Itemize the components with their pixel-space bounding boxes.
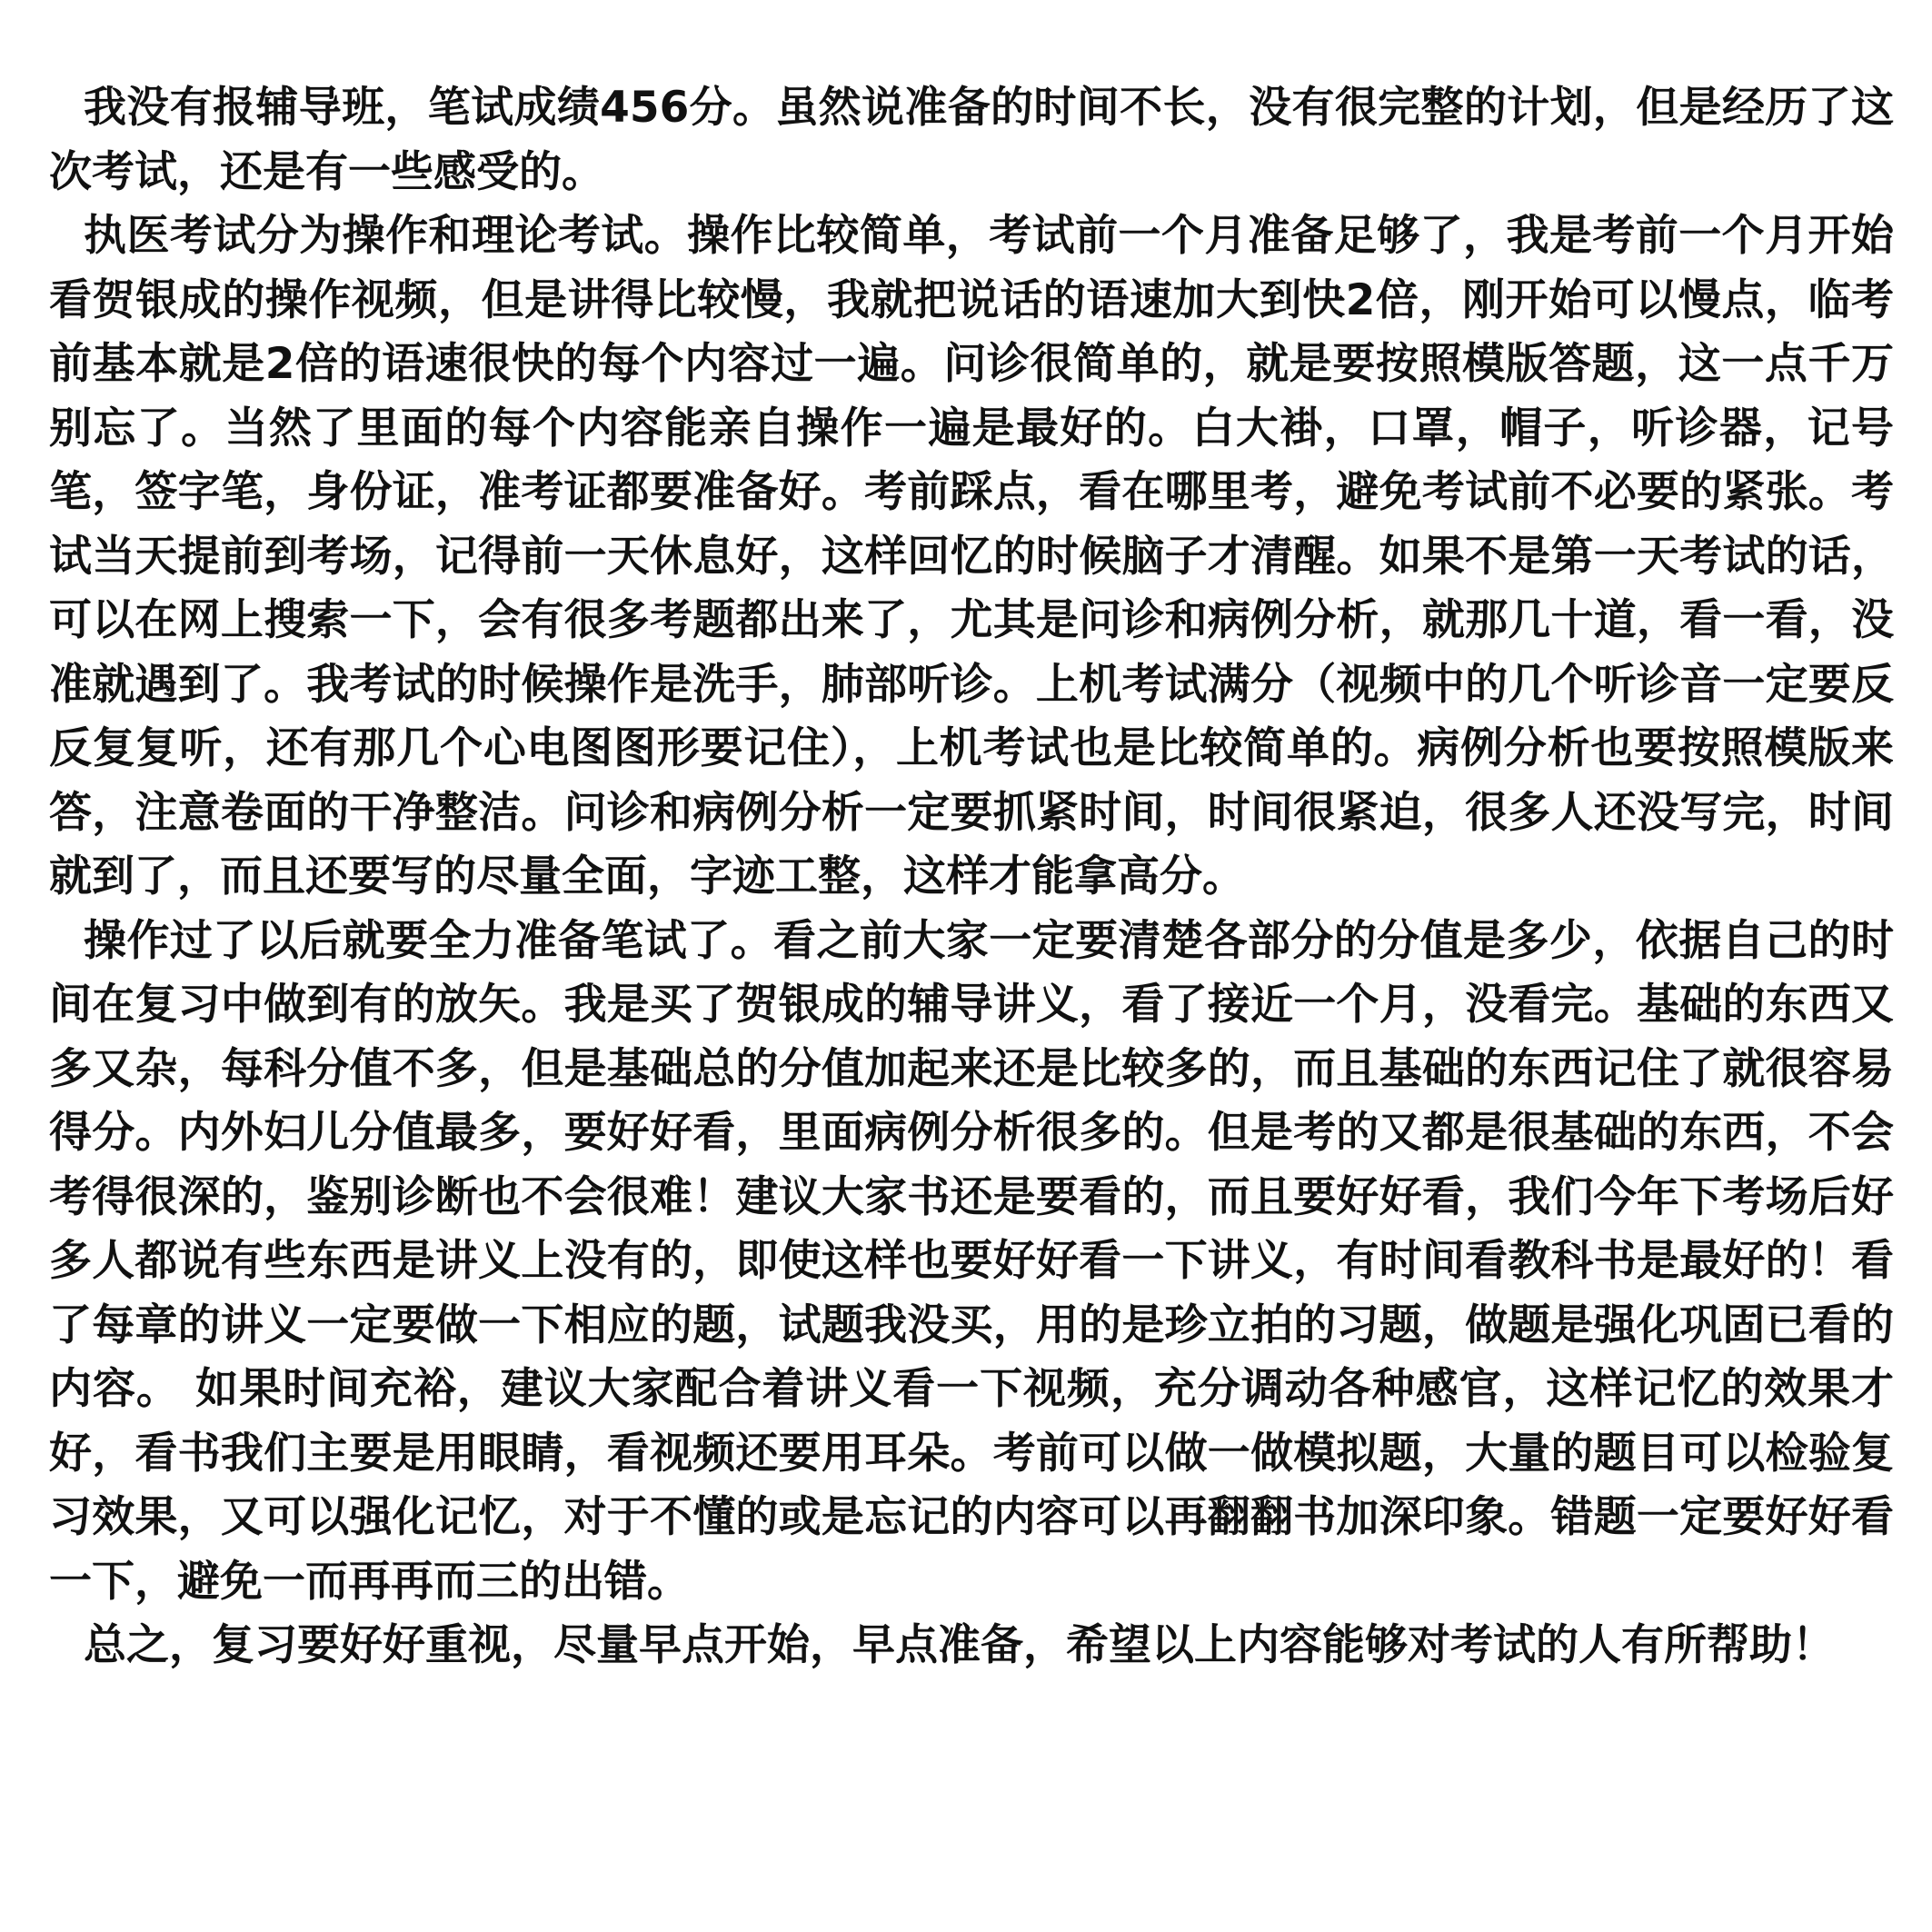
paragraph-intro: 我没有报辅导班，笔试成绩456分。虽然说准备的时间不长，没有很完整的计划，但是经历了这次考试，还是有一些感受的。 <box>49 83 1894 197</box>
paragraph-conclusion: 总之，复习要好好重视，尽量早点开始，早点准备，希望以上内容能够对考试的人有所帮助！ <box>84 1620 1835 1670</box>
document-body <box>49 76 1894 1678</box>
paragraph-written-exam: 操作过了以后就要全力准备笔试了。看之前大家一定要清楚各部分的分值是多少，依据自己的时间在复习中做到有的放矢。我是买了贺银成的辅导讲义，看了接近一个月，没看完。基础的东西又多又杂，每科分值不多，但是基础总的分值加起来还是比较多的，而且基础的东西记住了就很容易得分。内外妇儿分值最多，要好好看，里面病例分析很多的。但是考的又都是很基础的东西，不会考得很深的，鉴别诊断也不会很难！建议大家书还是要看的，而且要好好看，我们今年下考场后好多人都说有些东西是讲义上没有的，即使这样也要好好看一下讲义，有时间看教科书是最好的！看了每章的讲义一定要做一下相应的题，试题我没买，用的是珍立拍的习题，做题是强化巩固已看的内容。 如果时间充裕，建议大家配合着讲义看一下视频，充分调动各种感官，这样记忆的效果才好，看书我们主要是用眼睛，看视频还要用耳朵。考前可以做一做模拟题，大量的题目可以检验复习效果，又可以强化记忆，对于不懂的或是忘记的内容可以再翻翻书加深印象。错题一定要好好看一下，避免一而再再而三的出错。 <box>49 915 1894 1607</box>
paragraph-operation-exam: 执医考试分为操作和理论考试。操作比较简单，考试前一个月准备足够了，我是考前一个月开始看贺银成的操作视频，但是讲得比较慢，我就把说话的语速加大到快2倍，刚开始可以慢点，临考前基本就是2倍的语速很快的每个内容过一遍。问诊很简单的，就是要按照模版答题，这一点千万别忘了。当然了里面的每个内容能亲自操作一遍是最好的。白大褂，口罩，帽子，听诊器，记号笔，签字笔，身份证，准考证都要准备好。考前踩点，看在哪里考，避免考试前不必要的紧张。考试当天提前到考场，记得前一天休息好，这样回忆的时候脑子才清醒。如果不是第一天考试的话，可以在网上搜索一下，会有很多考题都出来了，尤其是问诊和病例分析，就那几十道，看一看，没准就遇到了。我考试的时候操作是洗手，肺部听诊。上机考试满分（视频中的几个听诊音一定要反反复复听，还有那几个心电图图形要记住），上机考试也是比较简单的。病例分析也要按照模版来答，注意卷面的干净整洁。问诊和病例分析一定要抓紧时间，时间很紧迫，很多人还没写完，时间就到了，而且还要写的尽量全面，字迹工整，这样才能拿高分。 <box>49 211 1894 901</box>
